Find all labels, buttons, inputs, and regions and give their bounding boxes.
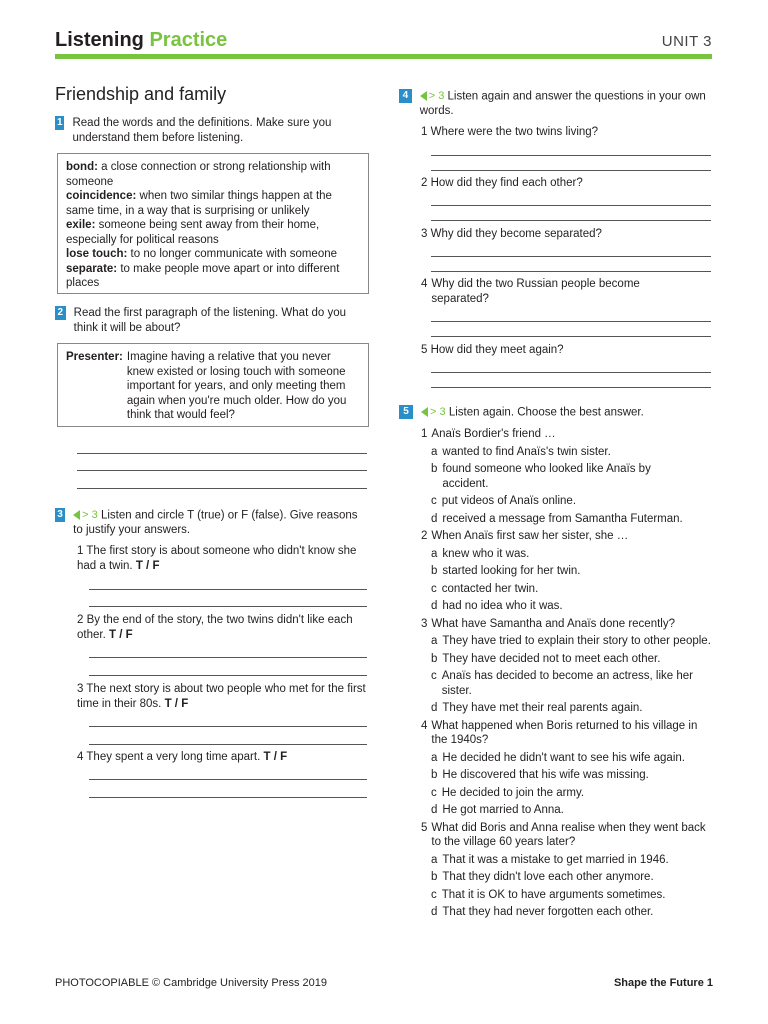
definition-text: someone being sent away from their home, especially for political reasons (66, 219, 320, 246)
definition-term: separate: (66, 262, 118, 275)
audio-icon[interactable]: > 3 (73, 508, 98, 523)
true-false-choice[interactable]: T / F (263, 751, 288, 763)
answer-line[interactable] (431, 372, 711, 373)
definitions-box (57, 153, 369, 294)
header-divider (55, 54, 712, 59)
mc-option[interactable] (421, 599, 713, 614)
answer-line[interactable] (431, 271, 711, 272)
answer-line[interactable] (431, 155, 711, 156)
exercise-instruction: Read the words and the definitions. Make sure you understand them before listening. (72, 117, 332, 144)
mc-option[interactable] (421, 870, 713, 885)
option-letter: b (431, 871, 438, 883)
option-letter: a (431, 751, 438, 764)
option-letter: c (431, 582, 437, 595)
item-number: 4 (77, 751, 84, 763)
definition-item (66, 247, 360, 262)
definition-term: exile: (66, 219, 96, 231)
definition-term: coincidence: (66, 190, 137, 202)
instruction-text: Listen again. Choose the best answer. (448, 406, 644, 419)
option-text: received a message from Samantha Futerman. (442, 512, 683, 525)
question-item (421, 343, 711, 358)
header-title-listening: Listening (55, 29, 144, 51)
definition-text: to no longer communicate with someone (130, 248, 338, 260)
question-text: When Anaïs first saw her sister, she … (431, 530, 629, 542)
answer-line[interactable] (431, 256, 711, 257)
mc-option[interactable] (421, 768, 713, 783)
instruction-text: Listen and circle T (true) or F (false). Give reasons to justify your answers. (73, 509, 358, 536)
exercise-number-badge: 4 (399, 89, 412, 103)
item-number: 2 (77, 614, 84, 626)
item-number: 3 (77, 683, 84, 695)
option-text: contacted her twin. (441, 582, 539, 595)
question-item (421, 277, 661, 306)
item-number: 1 (421, 126, 428, 138)
item-number: 5 (421, 821, 428, 834)
item-text: By the end of the story, the two twins didn't like each other. (77, 614, 353, 641)
option-letter: a (431, 445, 438, 458)
item-text: Where were the two twins living? (430, 126, 599, 138)
exercise-2 (55, 306, 365, 335)
mc-question (421, 617, 713, 632)
item-text: The first story is about someone who didn't know she had a twin. (77, 545, 357, 572)
item-number: 2 (421, 177, 428, 189)
option-letter: a (431, 547, 438, 560)
option-letter: b (431, 565, 438, 577)
item-text: The next story is about two people who met for the first time in their 80s. (77, 683, 366, 710)
exercise-number-badge: 3 (55, 508, 65, 522)
definition-term: bond: (66, 161, 98, 173)
exercise-number-badge: 1 (56, 117, 63, 128)
mc-option[interactable] (421, 751, 713, 766)
definition-text: a close connection or strong relationship with someone (66, 161, 331, 188)
option-text: They have tried to explain their story to other people. (442, 635, 711, 647)
mc-option[interactable] (421, 905, 713, 920)
answer-line[interactable] (89, 589, 367, 590)
option-text: had no idea who it was. (442, 600, 563, 612)
option-text: started looking for her twin. (442, 565, 581, 577)
item-text: How did they find each other? (430, 177, 583, 189)
mc-option[interactable] (421, 888, 713, 903)
option-letter: b (431, 463, 438, 475)
answer-line[interactable] (89, 744, 367, 745)
exercise-4 (399, 89, 713, 118)
question-item (421, 227, 711, 242)
page-header-title (55, 29, 227, 52)
definition-item (66, 160, 360, 189)
question-text: What happened when Boris returned to his village in the 1940s? (431, 719, 698, 746)
true-false-choice[interactable]: T / F (164, 697, 189, 710)
mc-option[interactable] (421, 494, 713, 509)
option-text: put videos of Anaïs online. (441, 495, 577, 507)
mc-option[interactable] (421, 853, 713, 868)
audio-icon[interactable]: > 3 (421, 405, 446, 420)
option-text: knew who it was. (442, 547, 530, 560)
answer-line[interactable] (431, 170, 711, 171)
presenter-text: Imagine having a relative that you never knew existed or losing touch with someone important for years, and only meeting them again when you're much older. How do you think that would feel? (126, 351, 347, 421)
option-letter: c (431, 786, 437, 799)
option-letter: d (431, 600, 438, 612)
option-text: They have decided not to meet each other. (442, 652, 661, 665)
mc-option[interactable] (421, 547, 713, 562)
item-number: 3 (421, 617, 428, 630)
answer-line[interactable] (431, 220, 711, 221)
unit-label: UNIT 3 (661, 33, 712, 50)
option-text: That they had never forgotten each other. (442, 906, 654, 918)
instruction-text: Listen again and answer the questions in your own words. (419, 90, 706, 117)
option-letter: b (431, 769, 438, 781)
question-text: What did Boris and Anna realise when they went back to the village 60 years later? (431, 821, 706, 848)
footer-book-title: Shape the Future 1 (613, 977, 713, 989)
mc-option[interactable] (421, 669, 713, 698)
presenter-box (57, 343, 369, 427)
definition-item (66, 262, 360, 291)
answer-line[interactable] (89, 779, 367, 780)
mc-option[interactable] (421, 445, 713, 460)
multiple-choice-list (421, 427, 713, 923)
exercise-instruction (421, 405, 644, 420)
item-number: 5 (421, 344, 428, 356)
mc-option[interactable] (421, 634, 713, 649)
definition-text: when two similar things happen at the same time, in a way that is surprising or unlikely (66, 190, 332, 217)
item-text: Why did they become separated? (430, 228, 602, 240)
option-letter: c (431, 495, 437, 507)
mc-option[interactable] (421, 582, 713, 597)
option-text: He got married to Anna. (442, 804, 564, 816)
option-text: He discovered that his wife was missing. (442, 769, 649, 781)
tf-item (77, 682, 367, 711)
mc-option[interactable] (421, 803, 713, 818)
item-text: They spent a very long time apart. (86, 751, 261, 763)
answer-line[interactable] (89, 606, 367, 607)
exercise-instruction: Read the first paragraph of the listening. What do you think it will be about? (73, 307, 346, 334)
answer-line[interactable] (77, 470, 367, 471)
item-number: 3 (421, 228, 428, 240)
section-title: Friendship and family (55, 84, 227, 104)
option-text: found someone who looked like Anaïs by accident. (442, 463, 651, 490)
option-letter: d (431, 512, 438, 525)
exercise-number-badge: 2 (55, 306, 66, 320)
item-text: How did they meet again? (430, 344, 564, 356)
mc-option[interactable] (421, 564, 713, 579)
mc-option[interactable] (421, 701, 713, 716)
audio-icon[interactable]: > 3 (420, 89, 445, 104)
exercise-number-badge: 5 (399, 405, 413, 419)
question-text: Anaïs Bordier's friend … (431, 428, 556, 440)
answer-line[interactable] (89, 657, 367, 658)
track-number: 3 (439, 406, 446, 418)
option-text: wanted to find Anaïs's twin sister. (442, 445, 611, 458)
answer-line[interactable] (77, 488, 367, 489)
option-letter: d (431, 702, 438, 714)
header-title-practice: Practice (149, 29, 228, 51)
question-item (421, 125, 711, 140)
exercise-instruction (73, 508, 367, 537)
presenter-label: Presenter: (66, 351, 123, 363)
option-text: That it was a mistake to get married in 1946. (442, 853, 669, 866)
footer-copyright: PHOTOCOPIABLE © Cambridge University Press 2019 (55, 977, 327, 989)
exercise-instruction (420, 89, 713, 118)
mc-question (421, 821, 713, 850)
option-text: That it is OK to have arguments sometimes. (441, 888, 666, 901)
mc-option[interactable] (421, 652, 713, 667)
item-number: 1 (77, 545, 84, 557)
answer-line[interactable] (431, 205, 711, 206)
mc-question (421, 529, 713, 544)
item-number: 4 (421, 719, 428, 732)
item-number: 2 (421, 530, 428, 542)
option-letter: a (431, 853, 438, 866)
option-text: They have met their real parents again. (442, 702, 643, 714)
tf-item (77, 750, 367, 765)
option-letter: d (431, 906, 438, 918)
option-letter: b (431, 652, 438, 665)
tf-item (77, 544, 367, 573)
option-text: Anaïs has decided to become an actress, like her sister. (441, 670, 693, 697)
exercise-5 (399, 405, 713, 420)
exercise-1 (55, 116, 365, 145)
answer-line[interactable] (431, 387, 711, 388)
item-text: Why did the two Russian people become separated? (431, 278, 640, 305)
definition-text: to make people move apart or into different places (66, 262, 340, 289)
definition-item (66, 189, 360, 218)
option-letter: d (431, 804, 438, 816)
answer-line[interactable] (77, 453, 367, 454)
true-false-choice[interactable]: T / F (135, 559, 160, 572)
definition-item (66, 218, 360, 247)
answer-line[interactable] (431, 321, 711, 322)
option-letter: c (431, 888, 437, 901)
mc-option[interactable] (421, 512, 713, 527)
question-item (421, 176, 711, 191)
item-number: 4 (421, 278, 428, 290)
mc-option[interactable] (421, 462, 671, 491)
answer-line[interactable] (431, 336, 711, 337)
option-text: He decided to join the army. (441, 786, 585, 799)
track-number: 3 (91, 509, 98, 521)
mc-option[interactable] (421, 786, 713, 801)
item-number: 1 (421, 428, 428, 440)
question-text: What have Samantha and Anaïs done recently? (431, 617, 675, 630)
option-letter: a (431, 635, 438, 647)
answer-line[interactable] (89, 726, 367, 727)
track-number: 3 (438, 90, 445, 102)
option-text: That they didn't love each other anymore. (442, 871, 654, 883)
answer-line[interactable] (89, 797, 367, 798)
true-false-choice[interactable]: T / F (108, 628, 133, 641)
mc-question (421, 427, 713, 442)
definition-term: lose touch: (66, 248, 128, 260)
tf-item (77, 613, 367, 642)
option-text: He decided he didn't want to see his wife again. (442, 751, 685, 764)
answer-line[interactable] (89, 675, 367, 676)
exercise-3 (55, 508, 367, 537)
option-letter: c (431, 670, 437, 682)
mc-question (421, 719, 713, 748)
